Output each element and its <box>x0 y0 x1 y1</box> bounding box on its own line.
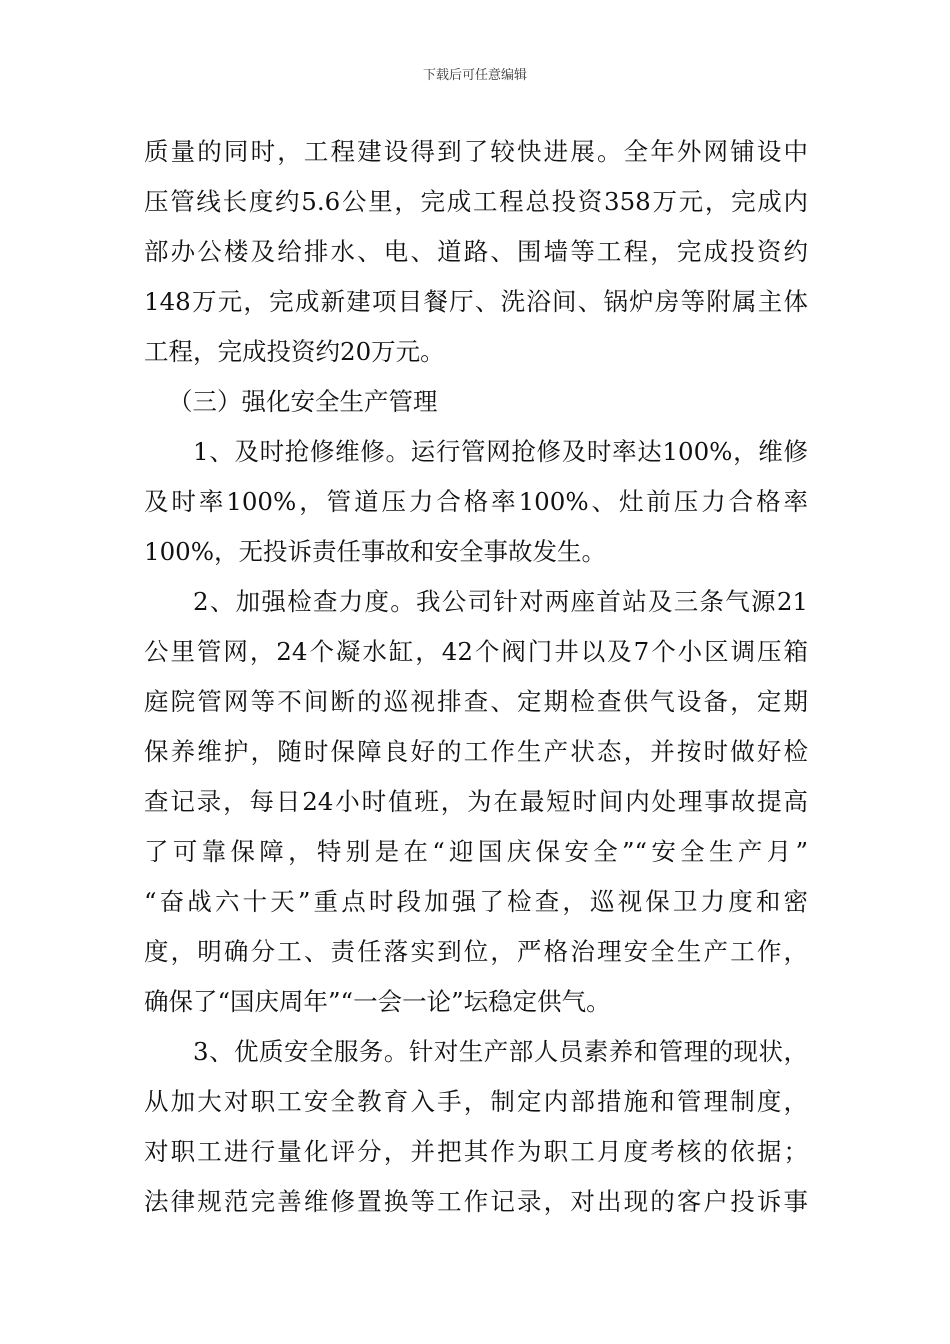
text-line: 度，明确分工、责任落实到位，严格治理安全生产工作， <box>144 937 808 966</box>
text-line: 对职工进行量化评分，并把其作为职工月度考核的依据； <box>144 1137 808 1166</box>
text-line: 庭院管网等不间断的巡视排查、定期检查供气设备，定期 <box>144 687 808 716</box>
text-line: 及时率100%，管道压力合格率100%、灶前压力合格率 <box>144 487 808 516</box>
text-line: 1、及时抢修维修。运行管网抢修及时率达100%，维修 <box>193 437 808 466</box>
paragraph-construction-progress <box>144 127 808 377</box>
text-line: 从加大对职工安全教育入手，制定内部措施和管理制度， <box>144 1087 808 1116</box>
text-line: 查记录，每日24小时值班，为在最短时间内处理事故提高 <box>144 787 808 816</box>
text-line: 确保了“国庆周年”“一会一论”坛稳定供气。 <box>144 987 611 1016</box>
text-line: 质量的同时，工程建设得到了较快进展。全年外网铺设中 <box>144 137 808 166</box>
text-line: 部办公楼及给排水、电、道路、围墙等工程，完成投资约 <box>144 237 808 266</box>
paragraph-emergency-repair <box>144 427 808 577</box>
page-header: 下载后可任意编辑 <box>422 68 527 83</box>
text-line: 3、优质安全服务。针对生产部人员素养和管理的现状， <box>193 1037 808 1066</box>
text-line: 公里管网，24个凝水缸，42个阀门井以及7个小区调压箱 <box>144 637 808 666</box>
paragraph-safety-service <box>144 1027 808 1227</box>
text-line: 100%，无投诉责任事故和安全事故发生。 <box>144 537 607 566</box>
text-line: 了可靠保障，特别是在“迎国庆保安全”“安全生产月” <box>144 837 808 866</box>
section-heading: （三）强化安全生产管理 <box>168 387 438 416</box>
text-line: 工程，完成投资约20万元。 <box>144 337 445 366</box>
text-line: 保养维护，随时保障良好的工作生产状态，并按时做好检 <box>144 737 808 766</box>
text-line: 法律规范完善维修置换等工作记录，对出现的客户投诉事 <box>144 1187 808 1216</box>
text-line: 2、加强检查力度。我公司针对两座首站及三条气源21 <box>193 587 808 616</box>
text-line: 压管线长度约5.6公里，完成工程总投资358万元，完成内 <box>144 187 808 216</box>
document-body <box>144 127 808 1227</box>
paragraph-inspection <box>144 577 808 1027</box>
text-line: 148万元，完成新建项目餐厅、洗浴间、锅炉房等附属主体 <box>144 287 808 316</box>
text-line: “奋战六十天”重点时段加强了检查，巡视保卫力度和密 <box>144 887 808 916</box>
